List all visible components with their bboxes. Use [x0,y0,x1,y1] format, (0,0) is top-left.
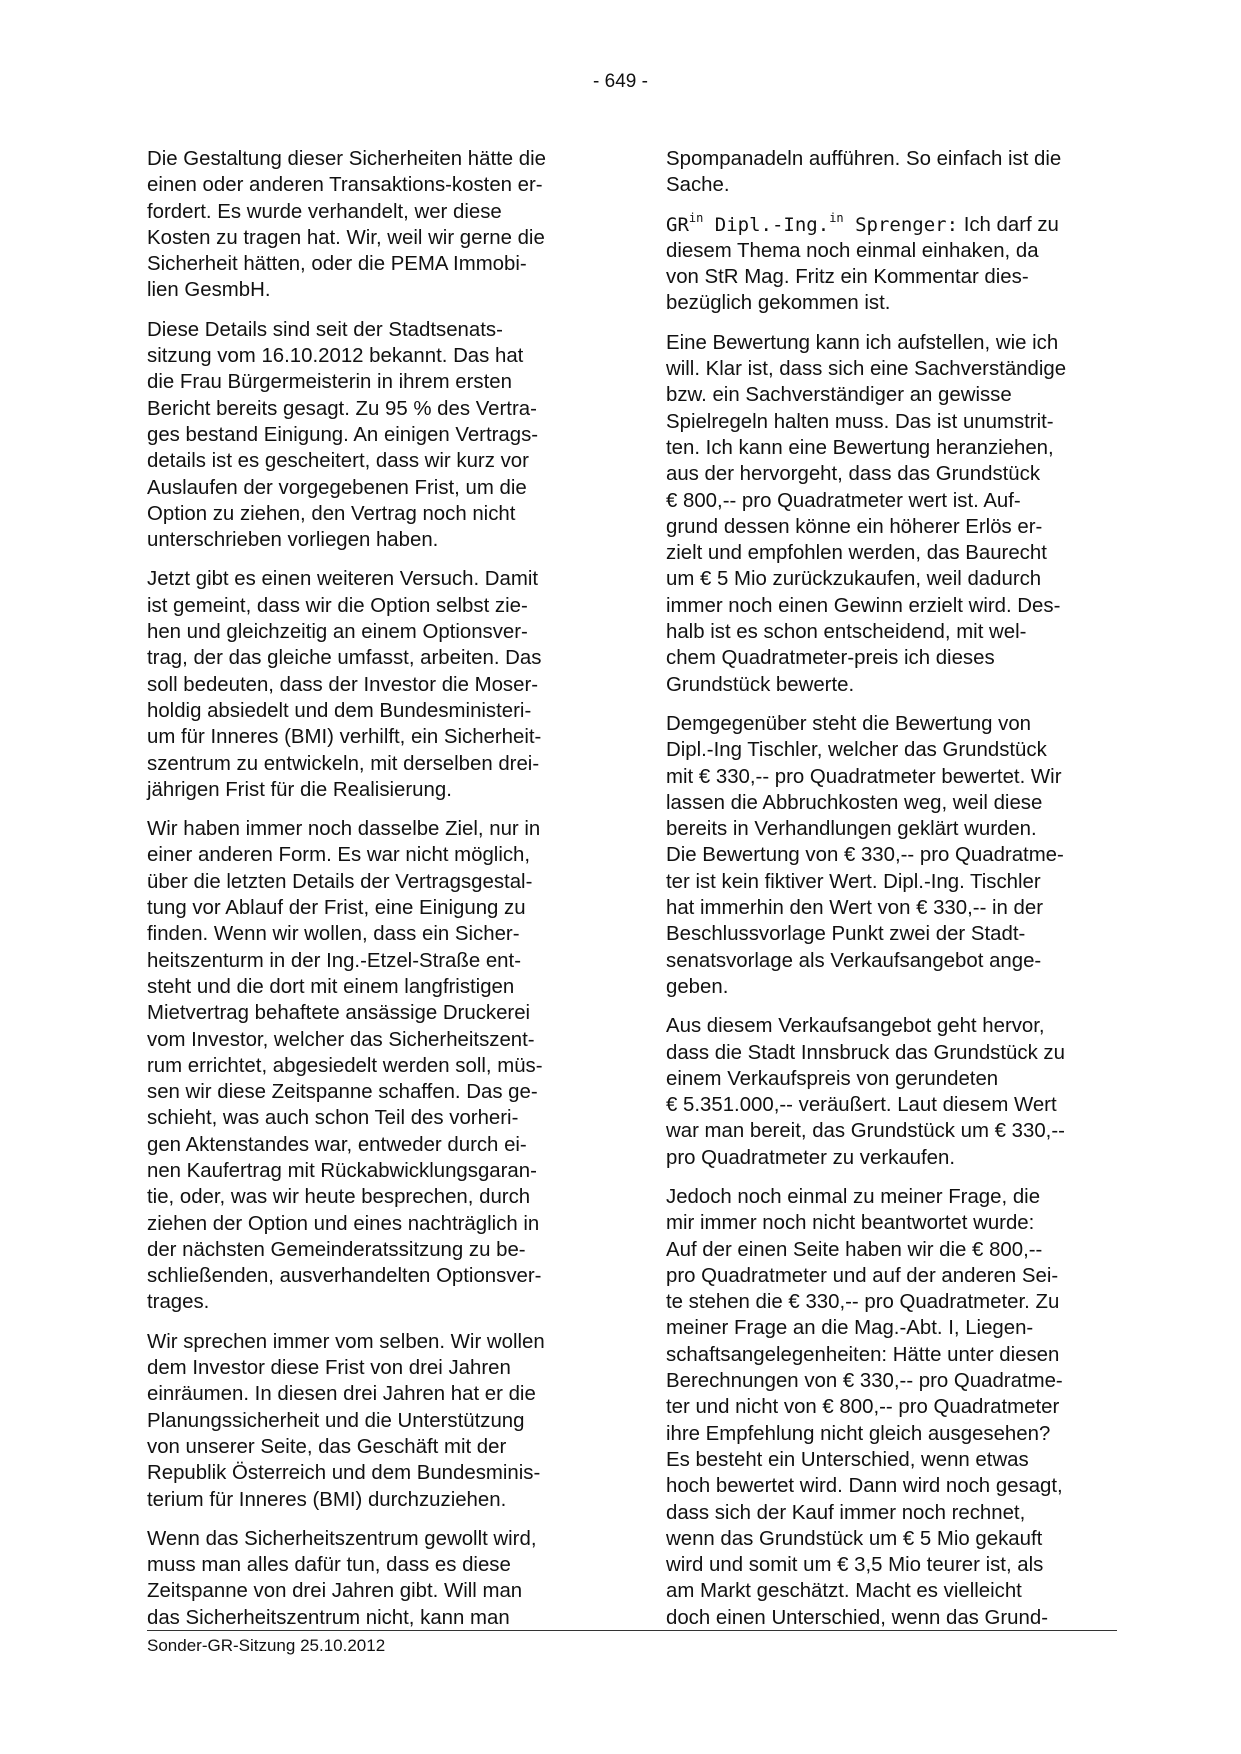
text-line: Kosten zu tragen hat. Wir, weil wir gerne die [147,226,545,249]
text-line: Dipl.-Ing Tischler, welcher das Grundstück [666,739,1047,762]
paragraph [666,711,1121,1000]
text-line: fordert. Es wurde verhandelt, wer diese [147,200,502,223]
text-line: finden. Wenn wir wollen, dass ein Sicher- [147,923,520,946]
paragraph [666,146,1121,199]
text-line: mir immer noch nicht beantwortet wurde: [666,1212,1035,1235]
text-line: Mietvertrag behaftete ansässige Druckerei [147,1002,531,1025]
text-line: grund dessen könne ein höherer Erlös er- [666,515,1043,538]
text-line: bereits in Verhandlungen geklärt wurden. [666,818,1037,841]
footer-divider [147,1630,1117,1631]
text-line: senatsvorlage als Verkaufsangebot ange- [666,949,1042,972]
text-line: halb ist es schon entscheidend, mit wel- [666,621,1027,644]
text-line: Spompanadeln aufführen. So einfach ist die [666,148,1062,170]
text-line: meiner Frage an die Mag.-Abt. I, Liegen- [666,1317,1034,1340]
text-line: Option zu ziehen, den Vertrag noch nicht [147,502,516,525]
paragraph [147,1526,602,1631]
text-line: sen wir diese Zeitspanne schaffen. Das ge- [147,1081,538,1104]
text-line: mit € 330,-- pro Quadratmeter bewertet. Wir [666,765,1062,788]
text-line: ges bestand Einigung. An einigen Vertrags- [147,423,539,446]
paragraph [147,317,602,554]
text-line: Wenn das Sicherheitszentrum gewollt wird, [147,1527,537,1550]
text-line: um € 5 Mio zurückzukaufen, weil dadurch [666,568,1042,591]
page-number: - 649 - [593,71,648,92]
text-line: gen Aktenstandes war, entweder durch ei- [147,1133,527,1156]
text-line: doch einen Unterschied, wenn das Grund- [666,1606,1048,1629]
right-paragraphs [666,330,1121,1631]
text-line: vom Investor, welcher das Sicherheitszent- [147,1028,535,1051]
text-line: diesem Thema noch einmal einhaken, da [666,239,1039,262]
text-line: ist gemeint, dass wir die Option selbst zie- [147,594,528,617]
text-line: details ist es gescheitert, dass wir kurz vor [147,450,529,473]
text-line: ten. Ich kann eine Bewertung heranziehen, [666,436,1054,459]
footer-text: Sonder-GR-Sitzung 25.10.2012 [147,1636,386,1655]
paragraph [666,1013,1121,1171]
text-line: einräumen. In diesen drei Jahren hat er die [147,1383,536,1406]
text-line: Jedoch noch einmal zu meiner Frage, die [666,1185,1041,1208]
text-line: dem Investor diese Frist von drei Jahren [147,1357,511,1380]
text-line: einem Verkaufspreis von gerundeten [666,1067,999,1090]
paragraph [147,1329,602,1513]
text-line: heitszenturm in der Ing.-Etzel-Straße ent- [147,949,521,972]
text-line: war man bereit, das Grundstück um € 330,-- [666,1120,1065,1143]
text-line: einer anderen Form. Es war nicht möglich, [147,844,531,867]
text-line: wird und somit um € 3,5 Mio teurer ist, als [666,1554,1044,1577]
text-line: Die Gestaltung dieser Sicherheiten hätte die [147,148,546,170]
text-line: sitzung vom 16.10.2012 bekannt. Das hat [147,345,524,368]
text-line: pro Quadratmeter zu verkaufen. [666,1146,956,1169]
text-line: unterschrieben vorliegen haben. [147,529,439,552]
text-line: von unserer Seite, das Geschäft mit der [147,1435,507,1458]
text-line: am Markt geschätzt. Macht es vielleicht [666,1580,1022,1603]
text-line: Beschlussvorlage Punkt zwei der Stadt- [666,923,1026,946]
text-line: ter und nicht von € 800,-- pro Quadratmeter [666,1396,1060,1419]
text-line: um für Inneres (BMI) verhilft, ein Sicherheit- [147,726,542,749]
text-line: aus der hervorgeht, dass das Grundstück [666,463,1041,486]
text-line: das Sicherheitszentrum nicht, kann man [147,1606,510,1629]
text-line: immer noch einen Gewinn erzielt wird. Des- [666,594,1061,617]
text-line: wenn das Grundstück um € 5 Mio gekauft [666,1527,1043,1550]
text-line: Republik Österreich und dem Bundesminis- [147,1462,541,1485]
text-line: bzw. ein Sachverständiger an gewisse [666,384,1012,407]
text-line: schaftsangelegenheiten: Hätte unter diesen [666,1343,1060,1366]
text-line: Wir haben immer noch dasselbe Ziel, nur in [147,818,541,841]
paragraph [666,330,1121,698]
text-line: Zeitspanne von drei Jahren gibt. Will man [147,1580,523,1603]
text-line: Grundstück bewerte. [666,673,855,696]
text-line: lassen die Abbruchkosten weg, weil diese [666,791,1043,814]
text-line: Bericht bereits gesagt. Zu 95 % des Vertra- [147,397,537,420]
text-line: bezüglich gekommen ist. [666,292,891,315]
text-line: pro Quadratmeter und auf der anderen Sei- [666,1264,1059,1287]
text-line: Auslaufen der vorgegebenen Frist, um die [147,476,527,499]
text-line: der nächsten Gemeinderatssitzung zu be- [147,1238,526,1261]
text-line: hat immerhin den Wert von € 330,-- in der [666,897,1044,920]
text-line: nen Kaufertrag mit Rückabwicklungsgaran- [147,1159,537,1182]
text-line: dass die Stadt Innsbruck das Grundstück zu [666,1041,1065,1064]
text-line: Wir sprechen immer vom selben. Wir wollen [147,1330,545,1353]
text-line: Diese Details sind seit der Stadtsenats- [147,318,503,341]
text-line: ihre Empfehlung nicht gleich ausgesehen? [666,1422,1051,1445]
text-line: szentrum zu entwickeln, mit derselben drei- [147,752,540,775]
text-line: ziehen der Option und eines nachträglich in [147,1212,540,1235]
paragraph [666,1184,1121,1631]
text-line: schieht, was auch schon Teil des vorheri- [147,1107,519,1130]
text-line: die Frau Bürgermeisterin in ihrem ersten [147,371,512,394]
text-line: Jetzt gibt es einen weiteren Versuch. Damit [147,568,539,591]
text-line: trages. [147,1291,210,1314]
right-column [666,146,1121,1644]
text-line: lien GesmbH. [147,279,271,302]
text-line: schließenden, ausverhandelten Optionsver- [147,1265,542,1288]
text-line: te stehen die € 330,-- pro Quadratmeter. Zu [666,1291,1060,1314]
text-line: Sicherheit hätten, oder die PEMA Immobi- [147,253,527,276]
text-line: rum errichtet, abgesiedelt werden soll, müs- [147,1054,543,1077]
text-line: muss man alles dafür tun, dass es diese [147,1554,511,1577]
text-line: Demgegenüber steht die Bewertung von [666,712,1032,735]
text-line: hen und gleichzeitig an einem Optionsver- [147,621,528,644]
text-line: Sache. [666,174,730,197]
text-line: Planungssicherheit und die Unterstützung [147,1409,525,1432]
text-line: trag, der das gleiche umfasst, arbeiten. Das [147,647,542,670]
text-line: terium für Inneres (BMI) durchzuziehen. [147,1488,507,1511]
text-line: einen oder anderen Transaktions-kosten er- [147,174,543,197]
paragraph [147,816,602,1316]
speaker-text [666,238,1121,317]
text-line: Es besteht ein Unterschied, wenn etwas [666,1448,1029,1471]
left-column [147,146,602,1644]
text-line: steht und die dort mit einem langfristigen [147,975,515,998]
text-line: Auf der einen Seite haben wir die € 800,-- [666,1238,1043,1261]
speaker-name: $GR^{in}$ Dipl.-Ing.$^{in}$ Sprenger: [666,210,959,236]
text-line: geben. [666,975,729,998]
text-line: über die letzten Details der Vertragsgestal- [147,870,533,893]
text-line: zielt und empfohlen werden, das Baurecht [666,542,1047,565]
text-line: jährigen Frist für die Realisierung. [147,778,452,801]
text-line: € 800,-- pro Quadratmeter wert ist. Auf- [666,489,1021,512]
text-line: tung vor Ablauf der Frist, eine Einigung zu [147,897,526,920]
text-line: Berechnungen von € 330,-- pro Quadratme- [666,1370,1063,1393]
text-line: Spielregeln halten muss. Das ist unumstrit- [666,410,1054,433]
text-line: von StR Mag. Fritz ein Kommentar dies- [666,266,1029,289]
text-line: holdig absiedelt und dem Bundesministeri- [147,699,532,722]
paragraph [147,146,602,304]
speaker-paragraph [666,212,1121,317]
text-line: hoch bewertet wird. Dann wird noch gesagt, [666,1475,1063,1498]
text-line: ter ist kein fiktiver Wert. Dipl.-Ing. Tischler [666,870,1041,893]
text-line: will. Klar ist, dass sich eine Sachverständige [666,358,1067,381]
text-line: Aus diesem Verkaufsangebot geht hervor, [666,1015,1045,1038]
text-line: € 5.351.000,-- veräußert. Laut diesem Wert [666,1094,1057,1117]
text-line: tie, oder, was wir heute besprechen, durch [147,1186,531,1209]
text-line: dass sich der Kauf immer noch rechnet, [666,1501,1026,1524]
text-line: Die Bewertung von € 330,-- pro Quadratme- [666,844,1064,867]
paragraph [147,566,602,803]
speaker-line: $GR^{in}$ Dipl.-Ing.$^{in}$ Sprenger: Ich darf zu [666,210,1059,236]
text-line: Eine Bewertung kann ich aufstellen, wie ich [666,331,1059,354]
text-line: chem Quadratmeter-preis ich dieses [666,647,995,670]
text-line: soll bedeuten, dass der Investor die Moser- [147,673,539,696]
